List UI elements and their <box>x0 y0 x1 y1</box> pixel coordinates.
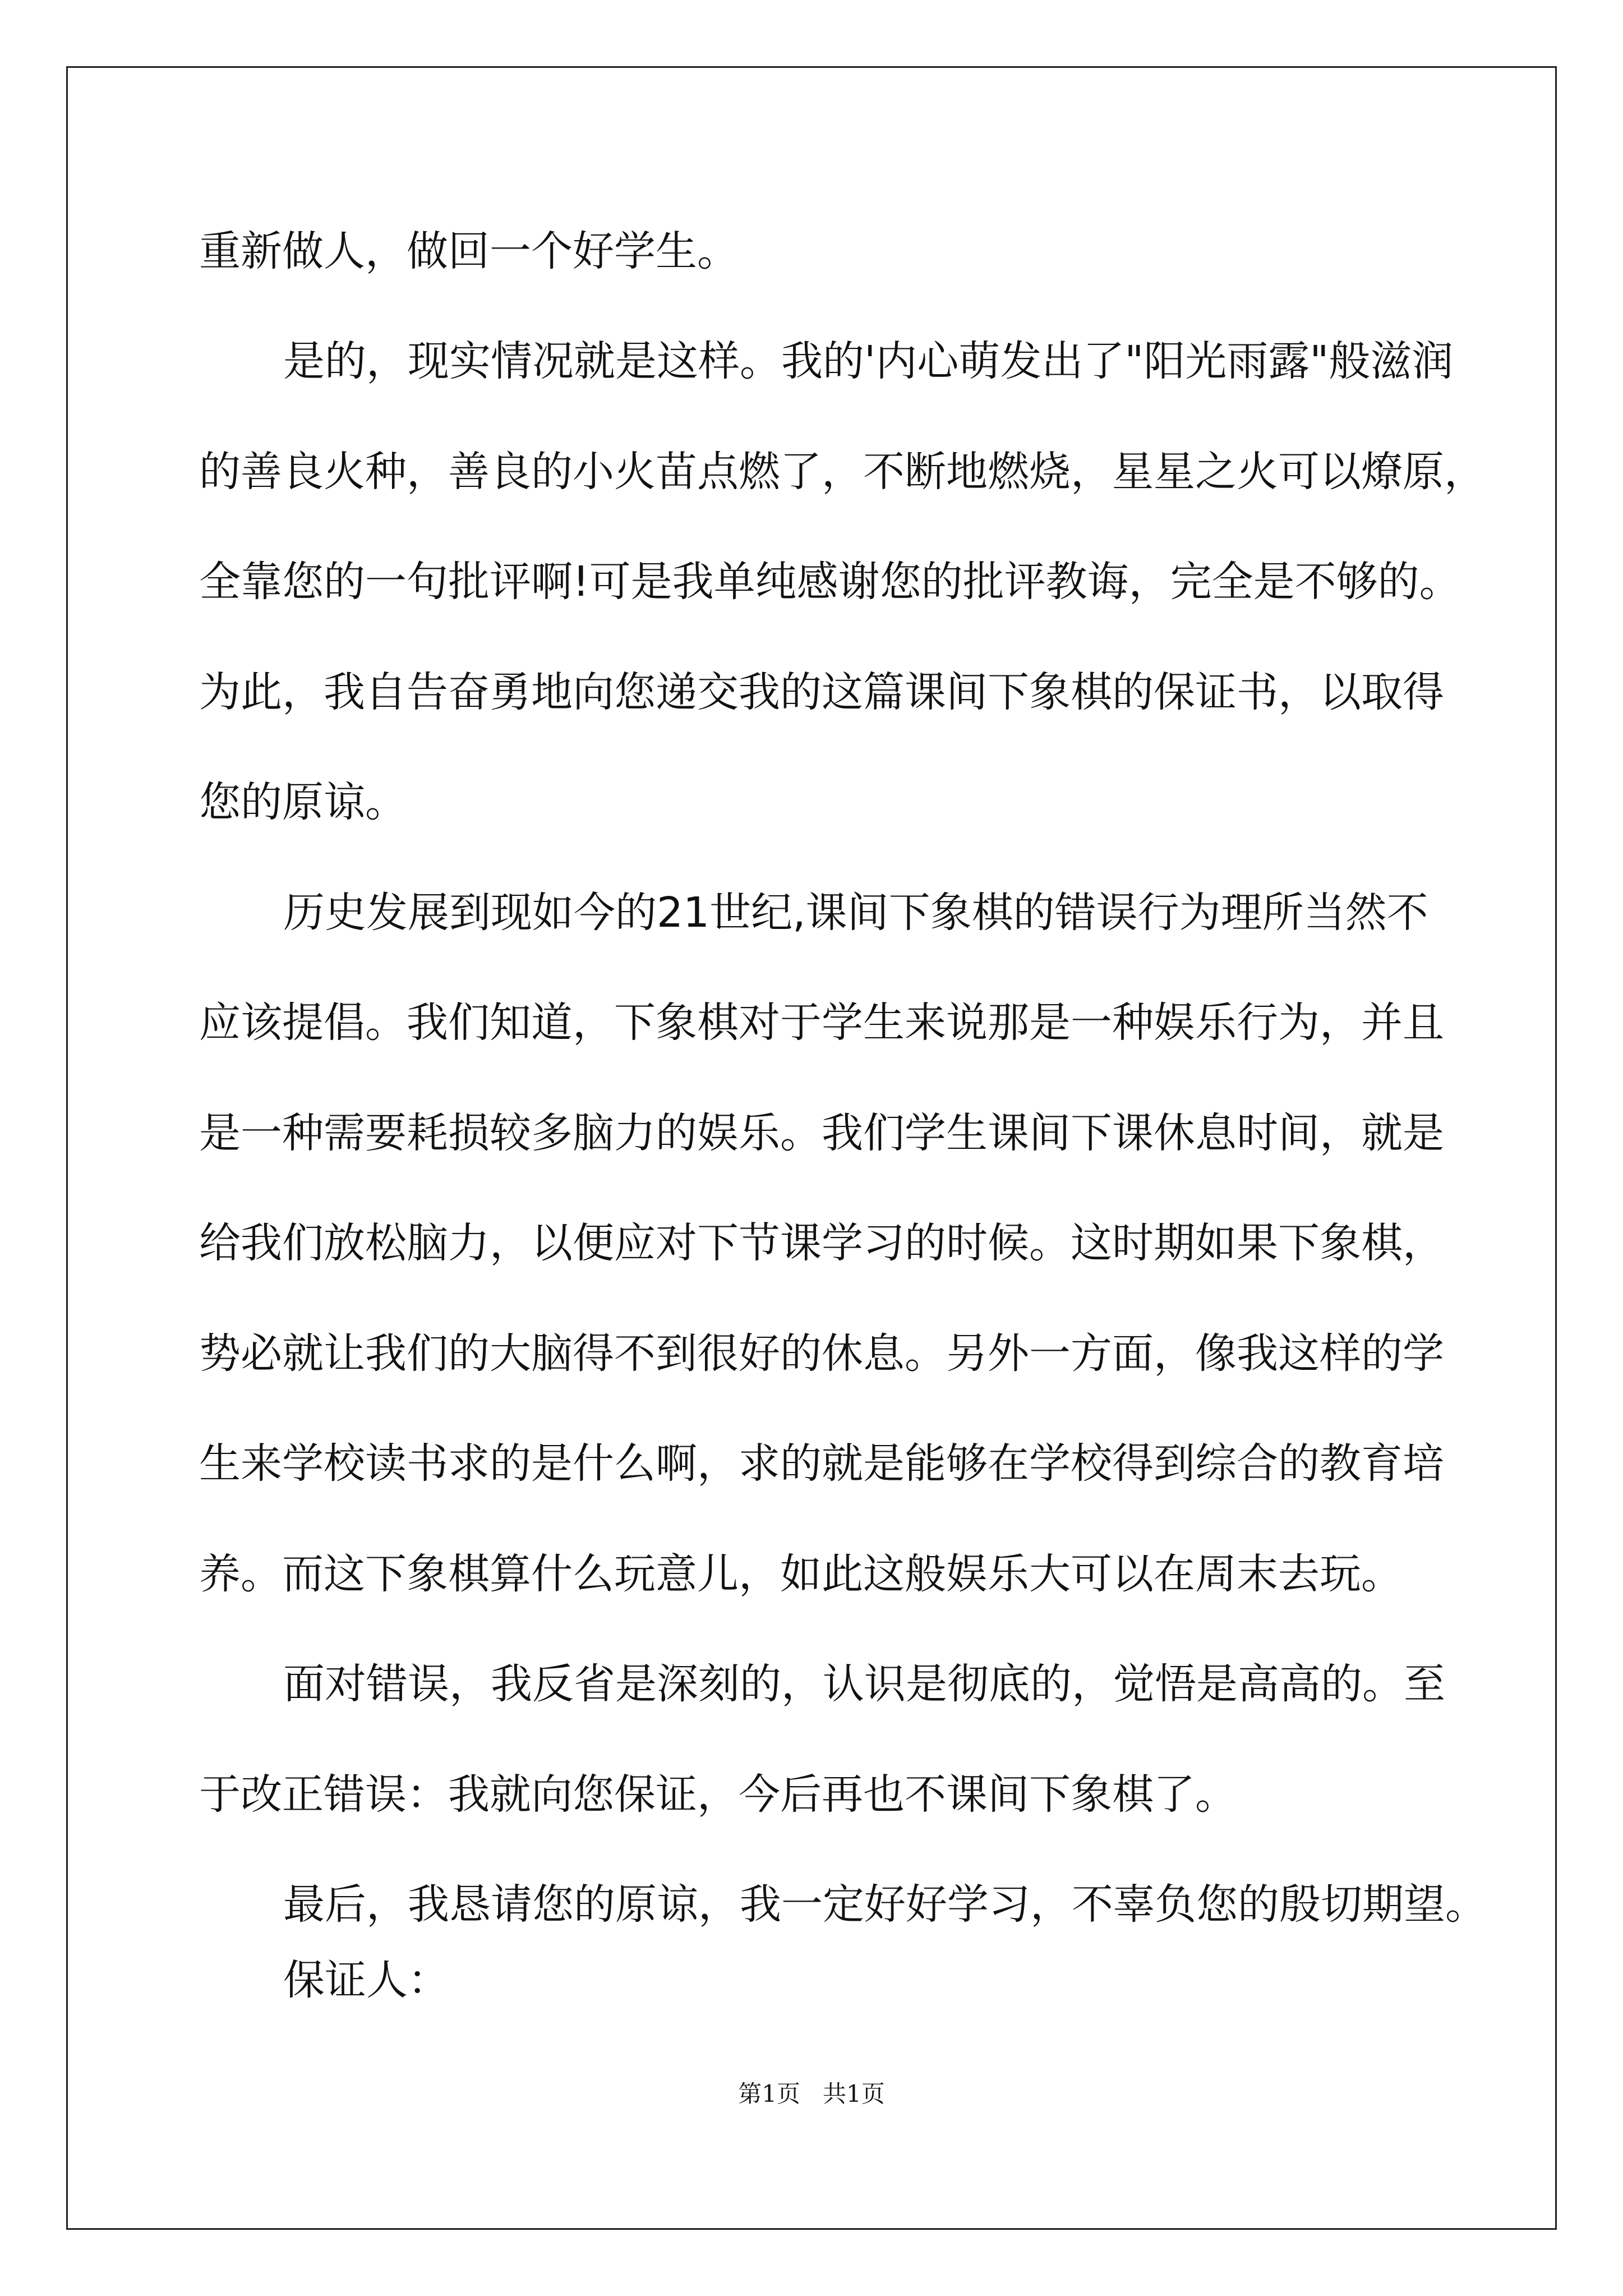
text-line: 的善良火种，善良的小火苗点燃了，不断地燃烧，星星之火可以燎原， <box>199 448 1486 496</box>
text-line: 保证人： <box>283 1956 449 2004</box>
text-line: 为此，我自告奋勇地向您递交我的这篇课间下象棋的保证书，以取得 <box>199 668 1444 716</box>
text-line: 给我们放松脑力，以便应对下节课学习的时候。这时期如果下象棋， <box>199 1219 1444 1267</box>
text-line: 于改正错误：我就向您保证，今后再也不课间下象棋了。 <box>199 1770 1237 1819</box>
text-line: 应该提倡。我们知道，下象棋对于学生来说那是一种娱乐行为，并且 <box>199 999 1444 1047</box>
text-line: 您的原谅。 <box>199 778 407 826</box>
text-line: 历史发展到现如今的21世纪,课间下象棋的错误行为理所当然不 <box>283 889 1428 937</box>
text-line: 重新做人，做回一个好学生。 <box>199 227 739 275</box>
page-number-footer: 第1页 共1页 <box>738 2080 885 2108</box>
text-line: 养。而这下象棋算什么玩意儿，如此这般娱乐大可以在周末去玩。 <box>199 1550 1403 1598</box>
text-line: 是的，现实情况就是这样。我的'内心萌发出了"阳光雨露"般滋润 <box>283 337 1454 385</box>
text-line: 全靠您的一句批评啊!可是我单纯感谢您的批评教诲，完全是不够的。 <box>199 558 1461 606</box>
text-line: 生来学校读书求的是什么啊，求的就是能够在学校得到综合的教育培 <box>199 1439 1444 1488</box>
text-line: 最后，我恳请您的原谅，我一定好好学习，不辜负您的殷切期望。 <box>283 1880 1487 1929</box>
text-line: 势必就让我们的大脑得不到很好的休息。另外一方面，像我这样的学 <box>199 1329 1444 1378</box>
text-line: 是一种需要耗损较多脑力的娱乐。我们学生课间下课休息时间，就是 <box>199 1109 1444 1157</box>
text-line: 面对错误，我反省是深刻的，认识是彻底的，觉悟是高高的。至 <box>283 1660 1445 1708</box>
